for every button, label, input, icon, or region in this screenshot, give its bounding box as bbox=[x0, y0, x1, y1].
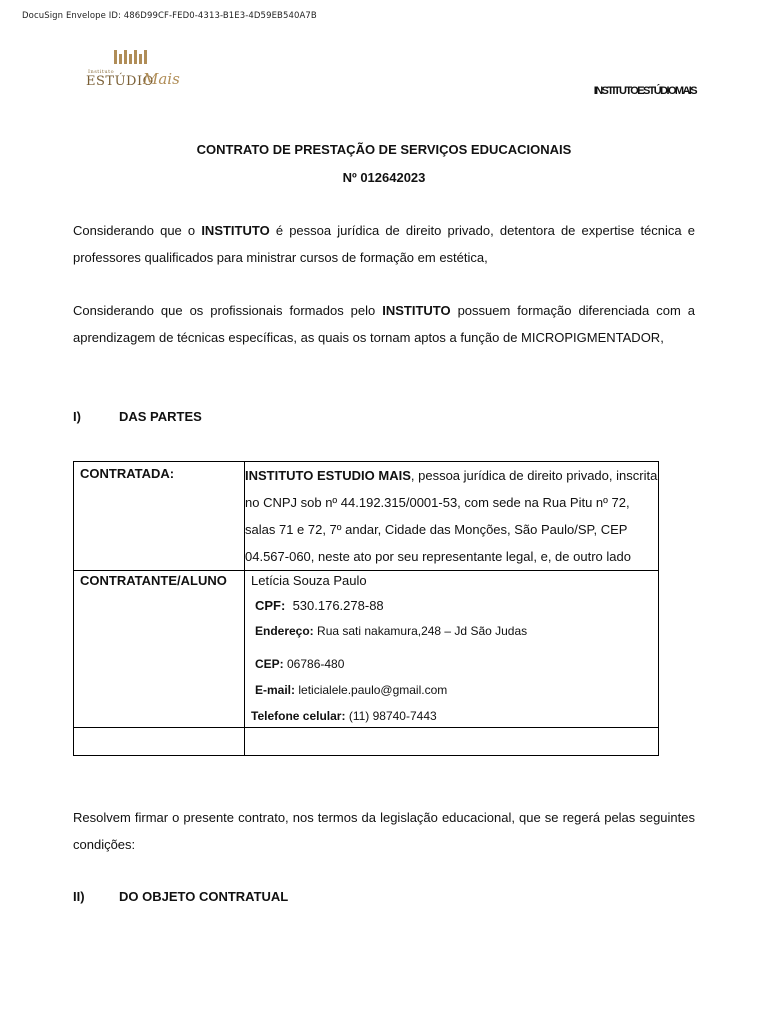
para2-text-pre: Considerando que os profissionais formados pelo bbox=[73, 303, 383, 318]
paragraph-resolvem: Resolvem firmar o presente contrato, nos termos da legislação educacional, que se regerá pelas seguintes condições: bbox=[73, 810, 695, 852]
header-institute-name: INSTITUTOESTÚDIOMAIS bbox=[593, 85, 696, 97]
contratante-label: CONTRATANTE/ALUNO bbox=[74, 571, 245, 728]
paragraph-considering-1 bbox=[73, 217, 695, 271]
para1-text-bold: INSTITUTO bbox=[201, 223, 270, 238]
empty-cell-left bbox=[74, 728, 245, 756]
email-label: E-mail: bbox=[255, 683, 296, 697]
table-row-contratante bbox=[74, 571, 659, 728]
phone-value: (11) 98740-7443 bbox=[345, 709, 437, 723]
email-value: leticialele.paulo@gmail.com bbox=[295, 683, 448, 697]
contratante-phone bbox=[251, 699, 652, 727]
phone-label: Telefone celular: bbox=[251, 709, 346, 723]
cep-value: 06786-480 bbox=[283, 657, 345, 671]
contratante-details bbox=[245, 571, 659, 728]
address-value: Rua sati nakamura,248 – Jd São Judas bbox=[313, 624, 528, 638]
section2-number: II) bbox=[73, 889, 85, 904]
paragraph-considering-2 bbox=[73, 297, 695, 351]
contratada-label: CONTRATADA: bbox=[74, 462, 245, 571]
parties-table bbox=[73, 461, 659, 756]
contratante-address bbox=[251, 615, 652, 640]
logo-main-text: ESTÚDIO bbox=[86, 74, 154, 89]
contratada-name: INSTITUTO ESTUDIO MAIS bbox=[245, 468, 411, 483]
logo-small-text: Instituto bbox=[88, 69, 115, 75]
contratante-name: Letícia Souza Paulo bbox=[251, 573, 367, 588]
section-heading-parties bbox=[73, 409, 202, 424]
table-row-empty bbox=[74, 728, 659, 756]
contract-title: CONTRATO DE PRESTAÇÃO DE SERVIÇOS EDUCACIONAIS bbox=[196, 142, 572, 157]
contratante-cpf bbox=[251, 590, 652, 615]
institute-logo bbox=[86, 50, 182, 94]
contract-number: Nº 012642023 bbox=[342, 170, 426, 185]
cep-label: CEP: bbox=[255, 657, 284, 671]
table-row-contratada bbox=[74, 462, 659, 571]
section1-title: DAS PARTES bbox=[119, 409, 202, 424]
section1-number: I) bbox=[73, 409, 81, 424]
para2-text-post: possuem formação diferenciada com a aprendizagem de técnicas específicas, as quais os tornam aptos a função de MICROPIGMENTADOR, bbox=[73, 303, 695, 345]
contratada-text: , pessoa jurídica de direito privado, inscrita no CNPJ sob nº 44.192.315/0001-53, com sede na Rua Pitu nº 72, salas 71 e 72, 7º andar, Cidade das Monções, São Paulo/SP, CEP 04.567-060, neste ato por seu representante legal, e, de outro lado bbox=[245, 468, 658, 564]
contratante-cep bbox=[251, 640, 652, 673]
logo-mark-icon bbox=[114, 50, 147, 64]
section-heading-object bbox=[73, 889, 288, 904]
para1-text-pre: Considerando que o bbox=[73, 223, 202, 238]
empty-cell-right bbox=[245, 728, 659, 756]
docusign-envelope-id: DocuSign Envelope ID: 486D99CF-FED0-4313-B1E3-4D59EB540A7B bbox=[22, 11, 317, 21]
logo-script-text: Mais bbox=[143, 70, 180, 88]
contratada-details bbox=[245, 462, 659, 571]
contratante-email bbox=[251, 673, 652, 699]
para2-text-bold: INSTITUTO bbox=[382, 303, 451, 318]
cpf-label: CPF: bbox=[255, 598, 286, 613]
para1-text-post: é pessoa jurídica de direito privado, detentora de expertise técnica e professores qualificados para ministrar cursos de formação em estética, bbox=[73, 223, 696, 265]
cpf-value: 530.176.278-88 bbox=[285, 598, 384, 613]
address-label: Endereço: bbox=[255, 624, 314, 638]
section2-title: DO OBJETO CONTRATUAL bbox=[119, 889, 289, 904]
